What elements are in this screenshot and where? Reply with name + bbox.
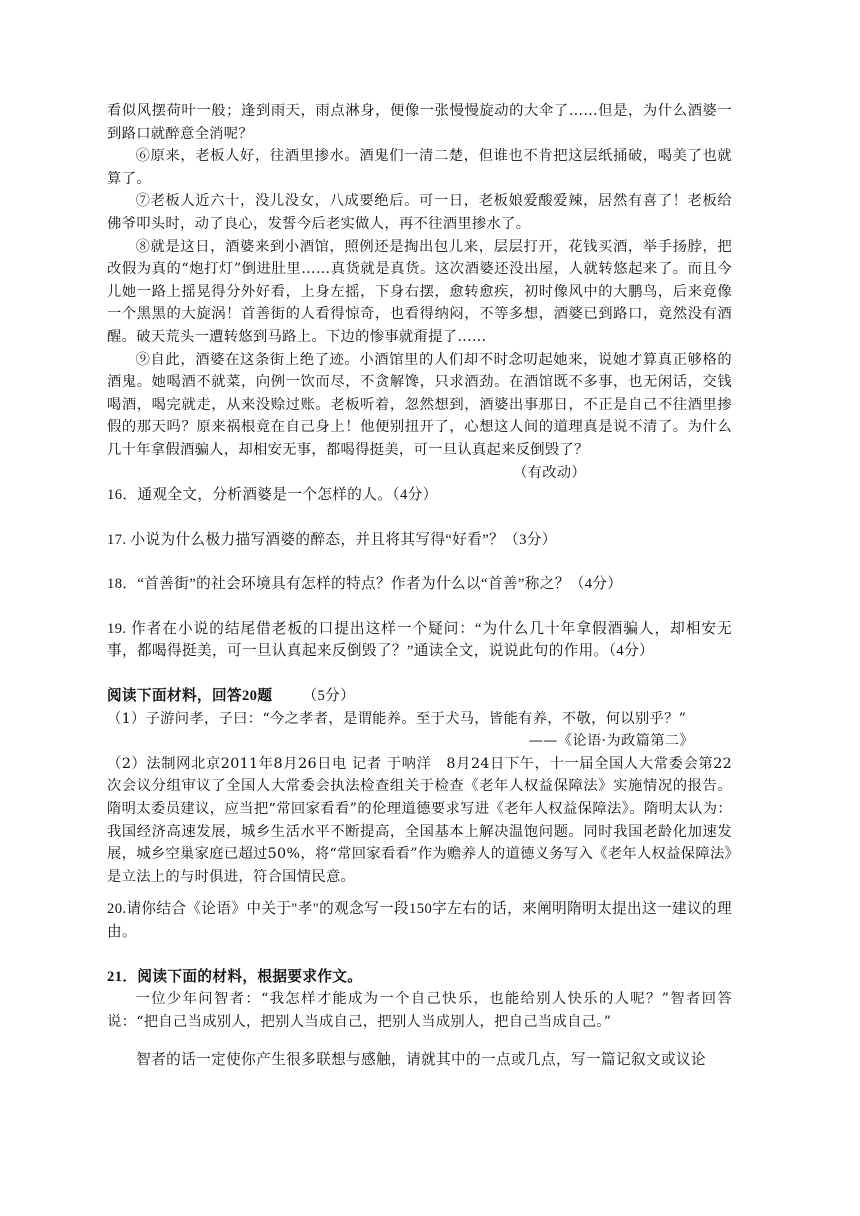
material-1-source: ——《论语·为政篇第二》 — [528, 733, 694, 750]
question-16: 16．通观全文，分析酒婆是一个怎样的人。（4分） — [107, 487, 438, 504]
section-20-heading — [107, 685, 732, 708]
material-1: （1）子游问孝，子曰：“今之孝者，是谓能养。至于犬马，皆能有养，不敬，何以别乎？” — [107, 710, 687, 727]
section-20-materials — [107, 708, 732, 889]
question-18: 18．“首善街”的社会环境具有怎样的特点？作者为什么以“首善”称之？（4分） — [107, 576, 623, 593]
section-21-story: 一位少年问智者：“我怎样才能成为一个自己快乐，也能给别人快乐的人呢？”智者回答说：“把自己当成别人，把别人当成自己，把别人当成别人，把自己当成自己。” — [107, 991, 732, 1030]
section-20-score: （5分） — [302, 688, 356, 705]
exam-page — [107, 100, 732, 1072]
section-21-heading: 21．阅读下面的材料，根据要求作文。 — [107, 968, 363, 985]
story-paragraph-8: ⑧就是这日，酒婆来到小酒馆，照例还是掏出包儿来，层层打开，花钱买酒，举手扬脖，把改假为真的“炮打灯”倒进肚里……真货就是真货。这次酒婆还没出屋，人就转悠起来了。而且今儿她一路上摇晃得分外好看，上身左摇，下身右摆，愈转愈疾，初时像风中的大鹏鸟，后来竟像一个黑黑的大旋涡！首善街的人看得惊奇，也看得纳闷，不等多想，酒婆已到路口，竟然没有酒醒。破天荒头一遭转悠到马路上。下边的惨事就甭提了…… — [107, 238, 732, 345]
story-paragraph-9: ⑨自此，酒婆在这条街上绝了迹。小酒馆里的人们却不时念叨起她来，说她才算真正够格的酒鬼。她喝酒不就菜，向例一饮而尽，不贪解馋，只求酒劲。在酒馆既不多事，也无闲话，交钱喝酒，喝完就走，从来没赊过账。老板听着，忽然想到，酒婆出事那日，不正是自己不往酒里掺假的那天吗？原来祸根竟在自己身上！他便别扭开了，心想这人间的道理真是说不清了。为什么几十年拿假酒骗人，却相安无事，都喝得挺美，可一旦认真起来反倒毁了？ — [107, 351, 732, 458]
story-paragraph-continued: 看似风摆荷叶一般；逢到雨天，雨点淋身，便像一张慢慢旋动的大伞了……但是，为什么酒婆一到路口就醉意全消呢？ — [107, 103, 732, 142]
question-20: 20.请你结合《论语》中关于"孝"的观念写一段150字左右的话，来阐明隋明太提出这一建议的理由。 — [107, 901, 733, 940]
story-paragraph-6: ⑥原来，老板人好，往酒里掺水。酒鬼们一清二楚，但谁也不肯把这层纸捅破，喝美了也就算了。 — [107, 148, 732, 187]
section-21-prompt: 智者的话一定使你产生很多联想与感触，请就其中的一点或几点，写一篇记叙文或议论 — [136, 1052, 706, 1069]
section-21-material — [107, 988, 732, 1033]
section-20-title: 阅读下面材料，回答20题 — [107, 688, 273, 705]
story-paragraph-7: ⑦老板人近六十，没儿没女，八成要绝后。可一日，老板娘爱酸爱辣，居然有喜了！老板给佛爷叩头时，动了良心，发誓今后老实做人，再不往酒里掺水了。 — [107, 193, 732, 232]
story-text — [107, 100, 732, 484]
question-17: 17. 小说为什么极力描写酒婆的醉态，并且将其写得“好看”？（3分） — [107, 531, 557, 548]
material-2: （2）法制网北京2011年8月26日电 记者 于呐洋 8月24日下午，十一届全国人大常委会第22次会议分组审议了全国人大常委会执法检查组关于检查《老年人权益保障法》实施情况的报告。隋明太委员建议，应当把“常回家看看”的伦理道德要求写进《老年人权益保障法》。隋明太认为：我国经济高速发展，城乡生活水平不断提高，全国基本上解决温饱问题。同时我国老龄化加速发展，城乡空巢家庭已超过50%，将“常回家看看”作为赡养人的道德义务写入《老年人权益保障法》是立法上的与时俱进，符合国情民意。 — [107, 755, 732, 885]
question-19: 19. 作者在小说的结尾借老板的口提出这样一个疑问：“为什么几十年拿假酒骗人，却相安无事，都喝得挺美，可一旦认真起来反倒毁了？”通读全文，说说此句的作用。（4分） — [107, 620, 732, 660]
revision-note: （有改动） — [513, 464, 586, 481]
